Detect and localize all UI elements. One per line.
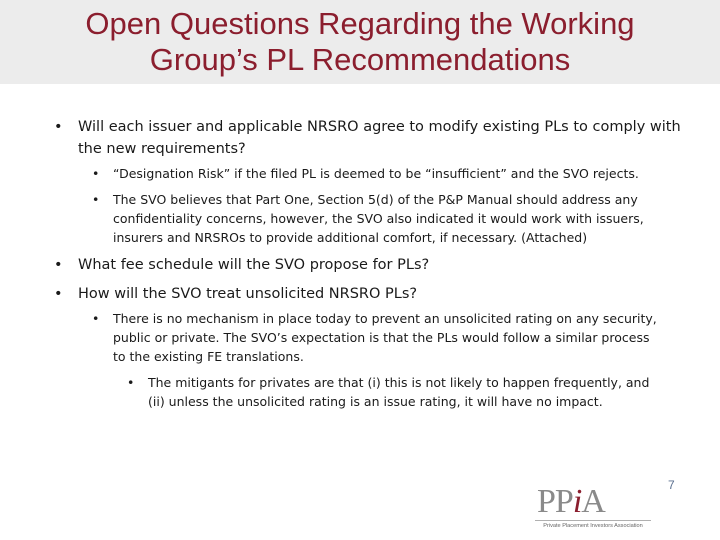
bullet-marker: • xyxy=(54,257,63,273)
bullet-2: What fee schedule will the SVO propose for PLs? xyxy=(78,257,430,273)
bullet-marker: • xyxy=(54,119,63,135)
bullet-1-sub-2-line-1: The SVO believes that Part One, Section 5(d) of the P&P Manual should address any xyxy=(113,192,638,207)
bullet-3-subsub-1-line-2: (ii) unless the unsolicited rating is an issue rating, it will have no impact. xyxy=(148,394,603,409)
ppia-logo xyxy=(533,484,653,530)
bullet-marker: • xyxy=(92,192,100,207)
title-line-1: Open Questions Regarding the Working xyxy=(85,6,635,41)
page-number: 7 xyxy=(668,478,675,492)
bullet-3-sub-1-line-1: There is no mechanism in place today to prevent an unsolicited rating on any security, xyxy=(113,311,657,326)
logo-mark-pp: PP xyxy=(537,483,573,520)
bullet-marker: • xyxy=(54,286,63,302)
bullet-marker: • xyxy=(127,375,135,390)
logo-mark-a: A xyxy=(581,483,605,520)
bullet-3-sub-1-line-3: to the existing FE translations. xyxy=(113,349,304,364)
bullet-1-line-1: Will each issuer and applicable NRSRO agree to modify existing PLs to comply with xyxy=(78,119,681,135)
logo-divider xyxy=(535,520,651,521)
bullet-1-sub-2-line-2: confidentiality concerns, however, the SVO also indicated it would work with issuers, xyxy=(113,211,644,226)
bullet-3-line-1: How will the SVO treat unsolicited NRSRO PLs? xyxy=(78,286,418,302)
logo-mark-i: i xyxy=(572,483,582,520)
logo-subtitle: Private Placement Investors Association xyxy=(543,523,643,529)
title-line-2: Group’s PL Recommendations xyxy=(149,42,571,77)
bullet-1-line-2: the new requirements? xyxy=(78,141,246,157)
logo-mark xyxy=(537,484,605,520)
bullet-3-sub-1-line-2: public or private. The SVO’s expectation is that the PLs would follow a similar process xyxy=(113,330,650,345)
bullet-1-sub-1: “Designation Risk” if the filed PL is deemed to be “insufficient” and the SVO rejects. xyxy=(113,166,639,181)
bullet-marker: • xyxy=(92,311,100,326)
bullet-marker: • xyxy=(92,166,100,181)
bullet-1-sub-2-line-3: insurers and NRSROs to provide additional comfort, if necessary. (Attached) xyxy=(113,230,588,245)
bullet-3-subsub-1-line-1: The mitigants for privates are that (i) this is not likely to happen frequently, and xyxy=(148,375,650,390)
